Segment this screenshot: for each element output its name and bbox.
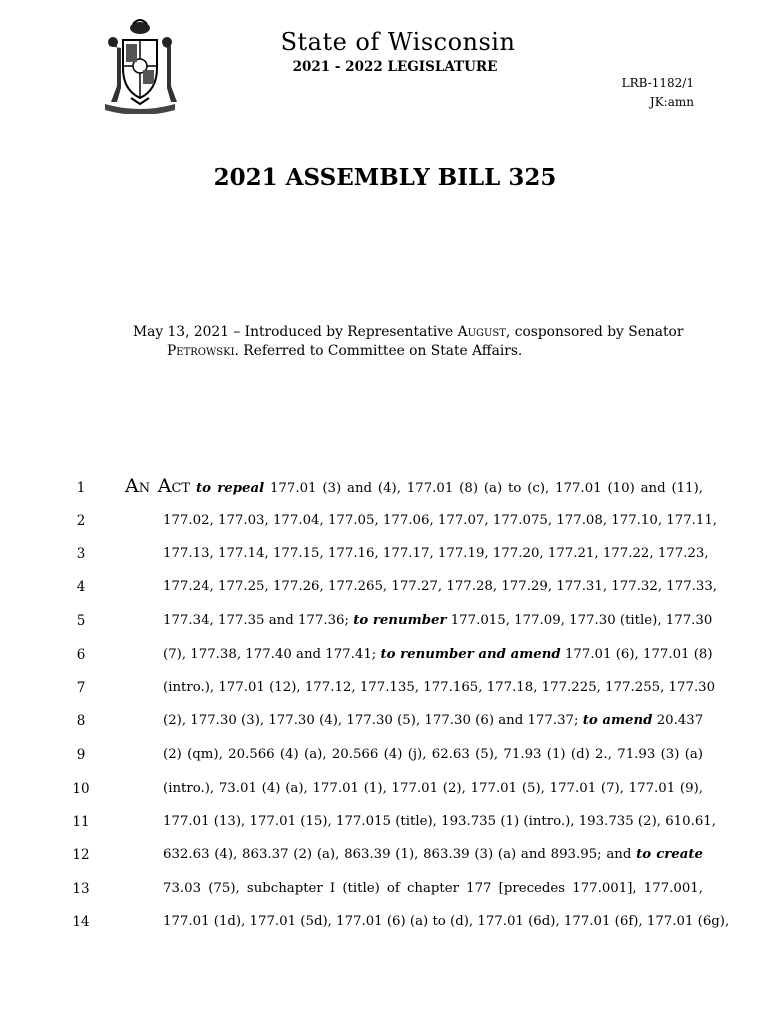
line-segment: (7), 177.38, 177.40 and 177.41; (163, 647, 381, 662)
line-text: 177.02, 177.03, 177.04, 177.05, 177.06, 177.07, 177.075, 177.08, 177.10, 177.11, (163, 513, 718, 528)
intro-text: , cosponsored by Senator (505, 324, 684, 340)
line-number: 4 (76, 579, 86, 595)
line-number: 8 (76, 713, 86, 729)
line-text: 177.01 (13), 177.01 (15), 177.015 (title), 193.735 (1) (intro.), 193.735 (2), 610.61, (163, 814, 716, 829)
senator-name: Petrowski (167, 343, 235, 359)
bill-line (0, 781, 770, 805)
bill-title: 2021 ASSEMBLY BILL 325 (213, 164, 557, 191)
line-text (163, 613, 713, 628)
line-segment: 632.63 (4), 863.37 (2) (a), 863.39 (1), 863.39 (3) (a) and 893.95; and (163, 847, 637, 862)
bill-line (0, 647, 770, 671)
bill-line (0, 613, 770, 637)
line-number: 14 (72, 914, 90, 930)
action-phrase: to renumber (353, 613, 447, 628)
line-segment: 177.01 (3) and (4), 177.01 (8) (a) to (c), 177.01 (10) and (11), (264, 481, 704, 496)
line-segment: 177.015, 177.09, 177.30 (title), 177.30 (446, 613, 713, 628)
line-text: 177.24, 177.25, 177.26, 177.265, 177.27, 177.28, 177.29, 177.31, 177.32, 177.33, (163, 579, 718, 594)
line-text (163, 647, 713, 662)
bill-line (0, 513, 770, 537)
line-text: 177.13, 177.14, 177.15, 177.16, 177.17, 177.19, 177.20, 177.21, 177.22, 177.23, (163, 546, 709, 561)
line-number: 6 (76, 647, 86, 663)
bill-line (0, 747, 770, 771)
drafter-initials: JK:amn (649, 95, 694, 109)
introduction-line-2 (133, 342, 703, 361)
line-text (125, 475, 703, 497)
line-text: 177.01 (1d), 177.01 (5d), 177.01 (6) (a) to (d), 177.01 (6d), 177.01 (6f), 177.01 (6g), (163, 914, 730, 929)
action-phrase: to amend (582, 713, 653, 728)
line-segment: 20.437 (652, 713, 704, 728)
bill-line (0, 881, 770, 905)
representative-name: August (457, 324, 506, 340)
introduction-line-1 (133, 323, 703, 342)
line-number: 7 (76, 680, 86, 696)
bill-line (0, 546, 770, 570)
line-segment: (2), 177.30 (3), 177.30 (4), 177.30 (5), 177.30 (6) and 177.37; (163, 713, 583, 728)
legislature-heading: 2021 - 2022 LEGISLATURE (292, 59, 498, 75)
line-number: 11 (72, 814, 90, 830)
state-title: State of Wisconsin (280, 28, 516, 56)
line-text: (intro.), 177.01 (12), 177.12, 177.135, 177.165, 177.18, 177.225, 177.255, 177.30 (163, 680, 716, 695)
line-number: 9 (76, 747, 86, 763)
line-segment: 177.01 (6), 177.01 (8) (560, 647, 713, 662)
line-text (163, 713, 703, 728)
bill-line (0, 713, 770, 737)
line-text: (2) (qm), 20.566 (4) (a), 20.566 (4) (j), 62.63 (5), 71.93 (1) (d) 2., 71.93 (3) (a) (163, 747, 703, 762)
action-phrase: to create (636, 847, 703, 862)
lrb-number: LRB-1182/1 (621, 76, 694, 90)
action-phrase: to renumber and amend (380, 647, 561, 662)
line-number: 1 (76, 480, 86, 496)
an-act-label: An Act (125, 475, 191, 497)
line-text (163, 847, 703, 862)
bill-line (0, 847, 770, 871)
intro-text: . Referred to Committee on State Affairs. (234, 343, 523, 359)
line-number: 13 (72, 881, 90, 897)
bill-line (0, 475, 770, 499)
bill-line (0, 579, 770, 603)
line-text: (intro.), 73.01 (4) (a), 177.01 (1), 177.01 (2), 177.01 (5), 177.01 (7), 177.01 (9), (163, 781, 703, 796)
bill-line (0, 914, 770, 938)
line-number: 12 (72, 847, 90, 863)
bill-line (0, 814, 770, 838)
action-phrase: to repeal (195, 481, 265, 496)
line-segment: 177.34, 177.35 and 177.36; (163, 613, 354, 628)
wisconsin-state-seal-icon (95, 18, 185, 114)
line-text: 73.03 (75), subchapter I (title) of chapter 177 [precedes 177.001], 177.001, (163, 881, 703, 896)
introduction-statement (133, 323, 703, 361)
drafting-info (622, 74, 694, 112)
line-number: 10 (72, 781, 90, 797)
bill-line (0, 680, 770, 704)
intro-text: May 13, 2021 – Introduced by Representative (133, 324, 458, 340)
line-number: 5 (76, 613, 86, 629)
line-number: 2 (76, 513, 86, 529)
line-number: 3 (76, 546, 86, 562)
